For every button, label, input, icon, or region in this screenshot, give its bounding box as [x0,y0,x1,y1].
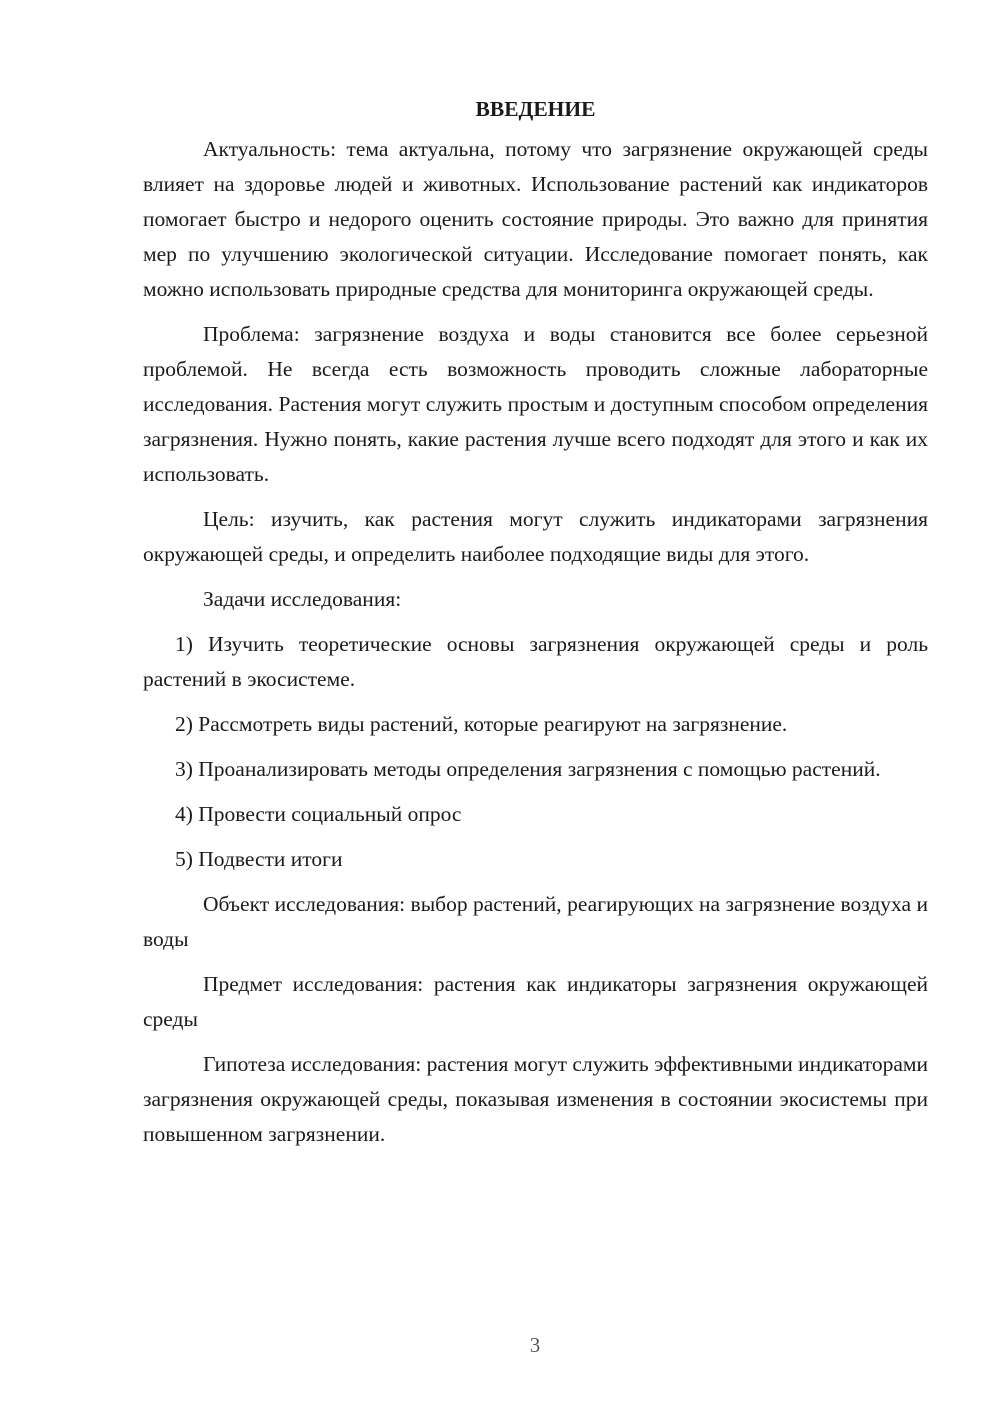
goal-paragraph: Цель: изучить, как растения могут служить индикаторами загрязнения окружающей среды, и определить наиболее подходящие виды для этого. [143,507,928,566]
task-item-5: 5) Подвести итоги [175,847,343,871]
relevance-paragraph: Актуальность: тема актуальна, потому что загрязнение окружающей среды влияет на здоровье людей и животных. Использование растений как индикаторов помогает быстро и недорого оценить состояние природы. Это важно для принятия мер по улучшению экологической ситуации. Исследование помогает понять, как можно использовать природные средства для мониторинга окружающей среды. [143,137,928,301]
object-paragraph: Объект исследования: выбор растений, реагирующих на загрязнение воздуха и воды [143,892,928,951]
page-number: 3 [529,1333,541,1357]
problem-paragraph: Проблема: загрязнение воздуха и воды становится все более серьезной проблемой. Не всегда есть возможность проводить сложные лабораторные исследования. Растения могут служить простым и доступным способом определения загрязнения. Нужно понять, какие растения лучше всего подходят для этого и как их использовать. [143,322,928,486]
subject-paragraph: Предмет исследования: растения как индикаторы загрязнения окружающей среды [143,972,928,1031]
document-page [143,92,928,1162]
hypothesis-paragraph: Гипотеза исследования: растения могут служить эффективными индикаторами загрязнения окружающей среды, показывая изменения в состоянии экосистемы при повышенном загрязнении. [143,1052,928,1146]
page-title: ВВЕДЕНИЕ [475,97,596,121]
task-item-3: 3) Проанализировать методы определения загрязнения с помощью растений. [175,757,881,781]
task-item-4: 4) Провести социальный опрос [175,802,462,826]
tasks-title: Задачи исследования: [203,587,402,611]
task-item-1: 1) Изучить теоретические основы загрязнения окружающей среды и роль растений в экосистеме. [143,632,928,691]
task-item-2: 2) Рассмотреть виды растений, которые реагируют на загрязнение. [175,712,788,736]
